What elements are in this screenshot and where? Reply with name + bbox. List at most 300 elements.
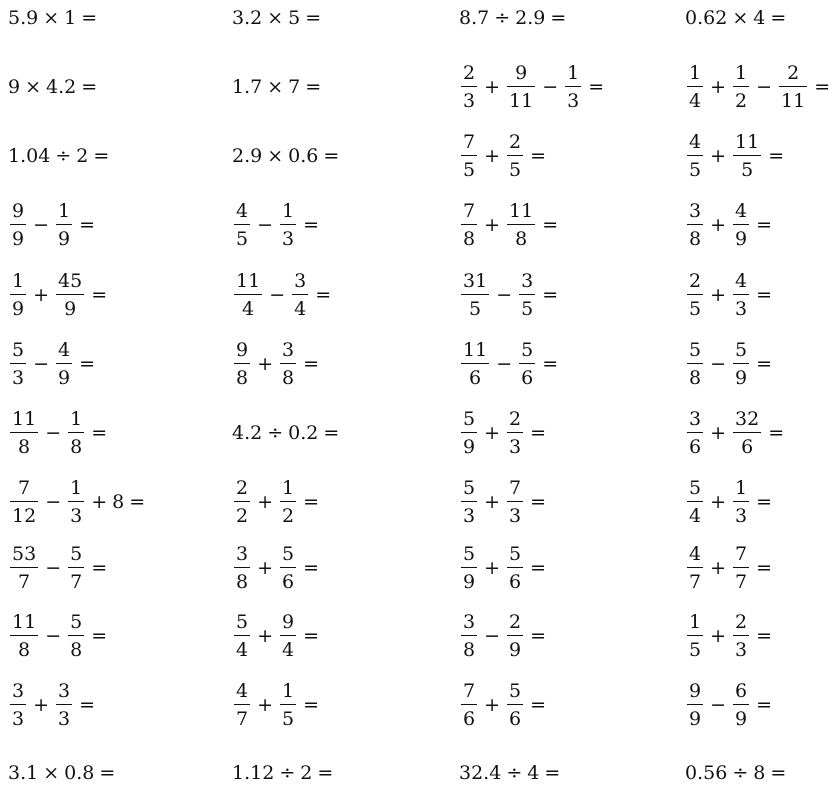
denominator: 8 [689,367,702,389]
fraction-bar [733,224,749,225]
denominator: 2 [735,90,748,112]
operator: + [484,557,501,579]
fraction-bar [687,567,703,568]
numerator: 7 [735,543,748,565]
problem [459,126,551,186]
fraction [565,62,581,112]
denominator: 9 [12,298,25,320]
numerator: 9 [12,200,25,222]
fraction-bar [733,363,749,364]
fraction [280,543,296,593]
operator: + [257,353,274,375]
numerator: 5 [509,543,522,565]
operator: + [484,145,501,167]
problem [8,675,100,735]
fraction [687,270,703,320]
fraction-bar [687,224,703,225]
numerator: 1 [70,408,83,430]
fraction-bar [779,86,807,87]
operator: = [756,491,773,513]
fraction-bar [234,363,250,364]
fraction [733,270,749,320]
numerator: 3 [463,611,476,633]
operator: = [588,76,605,98]
operator: × [267,145,284,167]
denominator: 12 [12,505,37,527]
problem [685,195,777,255]
operator: × [43,7,60,29]
fraction [10,611,38,661]
operator: = [756,694,773,716]
numerator: 2 [509,408,522,430]
fraction [10,477,38,527]
fraction [687,408,703,458]
operator: = [129,491,146,513]
number: 1.12 [232,762,275,784]
fraction-bar [687,86,703,87]
operator: + [484,491,501,513]
number: 0.62 [685,7,728,29]
denominator: 5 [469,298,482,320]
fraction-bar [733,501,749,502]
problem [685,0,791,48]
denominator: 2 [236,505,249,527]
numerator: 2 [236,477,249,499]
fraction [68,543,84,593]
problem [8,265,112,325]
problem [459,403,551,463]
denominator: 9 [463,571,476,593]
operator: ÷ [506,762,523,784]
number: 5.9 [8,7,39,29]
fraction [733,477,749,527]
denominator: 6 [689,436,702,458]
fraction [507,611,523,661]
fraction [733,339,749,389]
operator: = [79,694,96,716]
operator: = [303,214,320,236]
operator: = [756,214,773,236]
operator: = [91,422,108,444]
fraction-bar [10,635,38,636]
denominator: 4 [236,639,249,661]
numerator: 11 [236,270,261,292]
problem [232,675,324,735]
numerator: 5 [735,339,748,361]
problem [232,126,344,186]
fraction-bar [687,155,703,156]
problem [8,472,150,532]
denominator: 9 [58,367,71,389]
fraction [507,543,523,593]
denominator: 8 [282,367,295,389]
operator: − [496,284,513,306]
problem [232,334,324,394]
numerator: 7 [463,131,476,153]
numerator: 1 [12,270,25,292]
problem [8,57,102,117]
fraction [280,680,296,730]
operator: + [710,145,727,167]
number: 8 [112,491,125,513]
denominator: 6 [521,367,534,389]
numerator: 3 [521,270,534,292]
number: 3.2 [232,7,263,29]
operator: − [710,353,727,375]
numerator: 3 [236,543,249,565]
fraction-bar [461,86,477,87]
denominator: 5 [236,228,249,250]
operator: = [99,762,116,784]
operator: + [710,625,727,647]
problem [8,606,112,666]
denominator: 3 [463,505,476,527]
number: 8.7 [459,7,490,29]
numerator: 11 [735,131,760,153]
problem [459,743,565,803]
operator: − [257,214,274,236]
fraction-bar [10,432,38,433]
denominator: 4 [294,298,307,320]
number: 7 [288,76,301,98]
fraction-bar [507,501,523,502]
operator: ÷ [494,7,511,29]
fraction-bar [687,635,703,636]
fraction-bar [234,294,262,295]
problem [685,126,789,186]
numerator: 5 [509,680,522,702]
operator: ÷ [267,422,284,444]
number: 2.9 [515,7,546,29]
numerator: 1 [282,200,295,222]
denominator: 8 [515,228,528,250]
number: 5 [288,7,301,29]
fraction [68,611,84,661]
fraction-bar [507,155,523,156]
denominator: 6 [509,571,522,593]
operator: = [756,353,773,375]
fraction-bar [733,635,749,636]
fraction [234,339,250,389]
operator: = [93,145,110,167]
fraction-bar [68,567,84,568]
denominator: 9 [64,298,77,320]
numerator: 2 [463,62,476,84]
numerator: 1 [735,62,748,84]
numerator: 2 [509,131,522,153]
fraction-bar [461,294,489,295]
number: 4.2 [232,422,263,444]
numerator: 2 [689,270,702,292]
denominator: 5 [282,708,295,730]
operator: + [710,557,727,579]
numerator: 1 [567,62,580,84]
denominator: 7 [735,571,748,593]
denominator: 5 [463,159,476,181]
denominator: 9 [509,639,522,661]
problem [685,334,777,394]
denominator: 9 [735,367,748,389]
fraction [56,339,72,389]
number: 4.2 [46,76,77,98]
fraction-bar [461,635,477,636]
fraction [280,477,296,527]
problem [685,743,791,803]
fraction [461,477,477,527]
operator: = [91,625,108,647]
denominator: 4 [689,90,702,112]
fraction [461,62,477,112]
denominator: 3 [70,505,83,527]
fraction [507,131,523,181]
operator: = [303,353,320,375]
fraction-bar [507,704,523,705]
problem [459,472,551,532]
problem [459,0,571,48]
operator: − [45,491,62,513]
fraction [687,543,703,593]
problem [459,334,563,394]
operator: = [542,284,559,306]
fraction [461,339,489,389]
fraction-bar [280,224,296,225]
operator: = [530,145,547,167]
numerator: 11 [509,200,534,222]
fraction [687,680,703,730]
numerator: 1 [58,200,71,222]
operator: − [542,76,559,98]
fraction-bar [733,567,749,568]
numerator: 3 [12,680,25,702]
denominator: 11 [781,90,806,112]
operator: + [484,694,501,716]
denominator: 6 [469,367,482,389]
denominator: 8 [689,228,702,250]
operator: = [768,145,785,167]
fraction [10,680,26,730]
operator: = [81,76,98,98]
operator: × [732,7,749,29]
numerator: 7 [18,477,31,499]
number: 32.4 [459,762,502,784]
problem [685,57,835,117]
operator: = [323,145,340,167]
fraction [56,200,72,250]
operator: + [484,76,501,98]
fraction-bar [56,363,72,364]
problem [232,472,324,532]
fraction [507,200,535,250]
operator: = [756,557,773,579]
operator: + [257,625,274,647]
operator: = [317,762,334,784]
denominator: 7 [18,571,31,593]
denominator: 9 [12,228,25,250]
denominator: 3 [509,436,522,458]
operator: × [25,76,42,98]
fraction-bar [56,224,72,225]
fraction [507,477,523,527]
operator: = [323,422,340,444]
fraction [687,477,703,527]
denominator: 9 [735,228,748,250]
numerator: 1 [70,477,83,499]
problem [232,606,324,666]
operator: = [303,491,320,513]
fraction-bar [234,635,250,636]
fraction-bar [687,294,703,295]
numerator: 4 [689,131,702,153]
numerator: 9 [236,339,249,361]
fraction-bar [461,432,477,433]
denominator: 8 [463,639,476,661]
number: 4 [753,7,766,29]
number: 9 [8,76,21,98]
number: 1.04 [8,145,51,167]
denominator: 3 [12,367,25,389]
fraction [280,200,296,250]
problem [459,265,563,325]
fraction [687,131,703,181]
denominator: 6 [741,436,754,458]
fraction-bar [10,704,26,705]
denominator: 9 [463,436,476,458]
problem [8,334,100,394]
fraction [507,408,523,458]
problem [8,126,114,186]
operator: − [269,284,286,306]
fraction-bar [687,432,703,433]
problem [685,606,777,666]
fraction [461,270,489,320]
denominator: 3 [463,90,476,112]
number: 8 [753,762,766,784]
numerator: 5 [463,543,476,565]
operator: + [257,557,274,579]
denominator: 9 [735,708,748,730]
fraction-bar [519,363,535,364]
operator: = [79,353,96,375]
fraction-bar [461,567,477,568]
fraction-bar [10,294,26,295]
problem [685,265,777,325]
fraction-bar [733,155,761,156]
problem [459,675,551,735]
fraction [280,611,296,661]
problem [685,675,777,735]
number: 1 [64,7,77,29]
operator: × [267,76,284,98]
numerator: 32 [735,408,760,430]
fraction-bar [234,501,250,502]
numerator: 6 [735,680,748,702]
problem [459,57,609,117]
fraction [733,408,761,458]
number: 0.8 [64,762,95,784]
denominator: 8 [70,639,83,661]
denominator: 7 [70,571,83,593]
operator: + [33,694,50,716]
fraction-bar [10,224,26,225]
fraction-bar [461,224,477,225]
operator: + [484,422,501,444]
numerator: 2 [735,611,748,633]
denominator: 9 [689,708,702,730]
operator: = [81,7,98,29]
operator: − [33,353,50,375]
denominator: 5 [741,159,754,181]
fraction-bar [280,567,296,568]
operator: = [530,625,547,647]
fraction [461,543,477,593]
number: 2.9 [232,145,263,167]
operator: = [91,284,108,306]
fraction [733,200,749,250]
fraction-bar [687,363,703,364]
numerator: 11 [12,408,37,430]
numerator: 3 [689,408,702,430]
fraction [234,680,250,730]
operator: = [770,762,787,784]
fraction [461,408,477,458]
numerator: 11 [12,611,37,633]
denominator: 3 [735,639,748,661]
problem [232,57,326,117]
operator: − [496,353,513,375]
operator: = [303,694,320,716]
fraction [234,200,250,250]
fraction-bar [733,86,749,87]
denominator: 8 [236,367,249,389]
fraction-bar [280,635,296,636]
number: 1.7 [232,76,263,98]
fraction-bar [507,567,523,568]
denominator: 6 [282,571,295,593]
numerator: 11 [463,339,488,361]
numerator: 2 [787,62,800,84]
denominator: 4 [282,639,295,661]
fraction [292,270,308,320]
fraction [234,543,250,593]
problem [232,0,326,48]
problem [8,743,120,803]
operator: = [303,557,320,579]
denominator: 7 [236,708,249,730]
operator: + [484,214,501,236]
fraction [56,680,72,730]
numerator: 4 [689,543,702,565]
operator: = [814,76,831,98]
numerator: 5 [689,339,702,361]
operator: + [710,284,727,306]
fraction-bar [733,294,749,295]
fraction [733,131,761,181]
numerator: 53 [12,543,37,565]
fraction [234,611,250,661]
denominator: 3 [12,708,25,730]
numerator: 5 [12,339,25,361]
denominator: 2 [282,505,295,527]
denominator: 8 [70,436,83,458]
fraction-bar [687,501,703,502]
numerator: 1 [689,611,702,633]
fraction-bar [68,501,84,502]
denominator: 3 [58,708,71,730]
denominator: 3 [567,90,580,112]
numerator: 3 [282,339,295,361]
denominator: 5 [689,159,702,181]
fraction [461,131,477,181]
